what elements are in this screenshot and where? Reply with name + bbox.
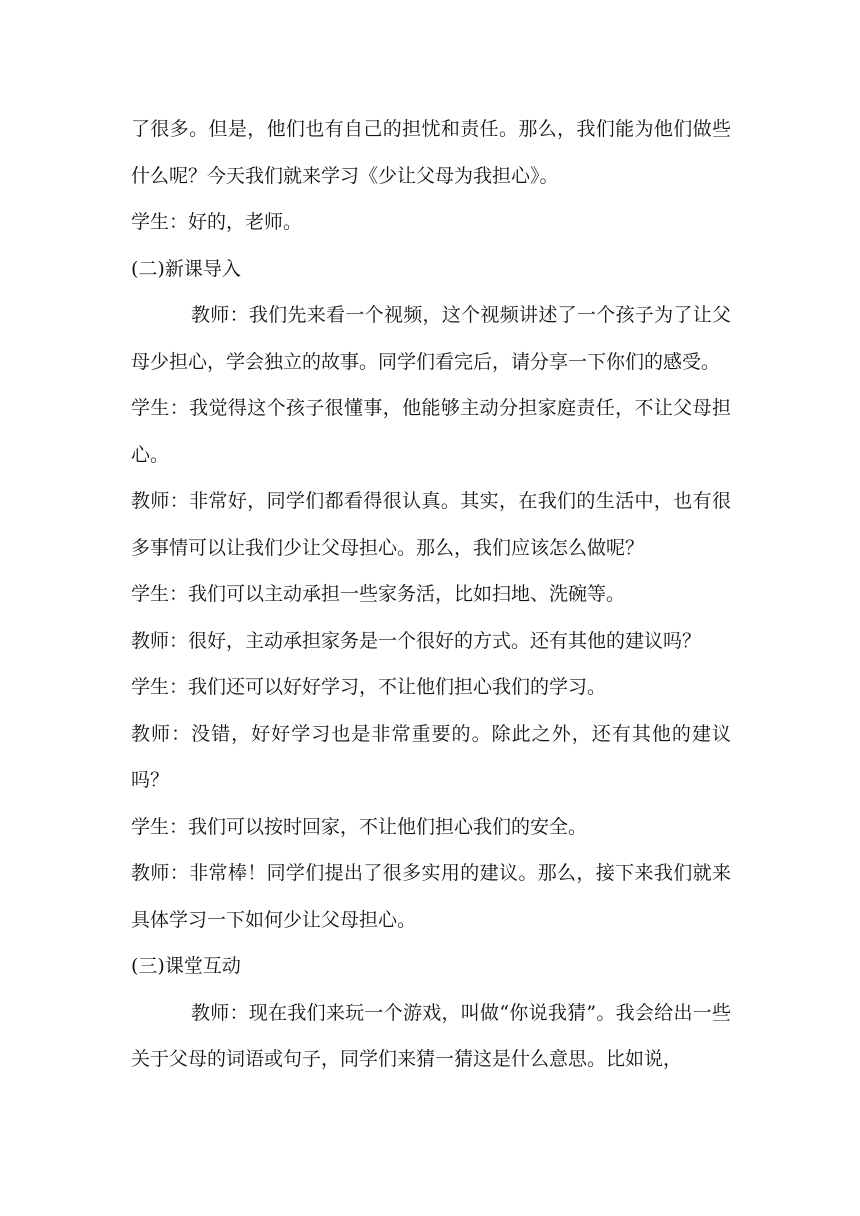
paragraph-teacher-game: 教师：现在我们来玩一个游戏，叫做“你说我猜”。我会给出一些关于父母的词语或句子，同学们来猜一猜这是什么意思。比如说， [131, 1001, 731, 1070]
paragraph-continuation: 了很多。但是，他们也有自己的担忧和责任。那么，我们能为他们做些什么呢？今天我们就来学习《少让父母为我担心》。 [131, 118, 731, 187]
paragraph-teacher-summary: 教师：非常棒！同学们提出了很多实用的建议。那么，接下来我们就来具体学习一下如何少让父母担心。 [131, 862, 731, 931]
paragraph-student-reply: 学生：好的，老师。 [131, 211, 303, 233]
section-heading-new-lesson: (二)新课导入 [131, 257, 241, 280]
paragraph-teacher-chores: 教师：很好，主动承担家务是一个很好的方式。还有其他的建议吗？ [131, 629, 702, 652]
paragraph-student-study: 学生：我们还可以好好学习，不让他们担心我们的学习。 [131, 676, 607, 698]
paragraph-teacher-video: 教师：我们先来看一个视频，这个视频讲述了一个孩子为了让父母少担心，学会独立的故事。同学们看完后，请分享一下你们的感受。 [131, 304, 731, 373]
paragraph-teacher-study: 教师：没错，好好学习也是非常重要的。除此之外，还有其他的建议吗？ [131, 722, 731, 791]
paragraph-student-chores: 学生：我们可以主动承担一些家务活，比如扫地、洗碗等。 [131, 583, 626, 605]
paragraph-teacher-question: 教师：非常好，同学们都看得很认真。其实，在我们的生活中，也有很多事情可以让我们少让父母担心。那么，我们应该怎么做呢？ [131, 490, 731, 559]
paragraph-student-feeling: 学生：我觉得这个孩子很懂事，他能够主动分担家庭责任，不让父母担心。 [131, 397, 731, 466]
paragraph-student-safety: 学生：我们可以按时回家，不让他们担心我们的安全。 [131, 815, 588, 838]
document-body [131, 106, 731, 1083]
section-heading-interaction: (三)课堂互动 [131, 955, 241, 977]
